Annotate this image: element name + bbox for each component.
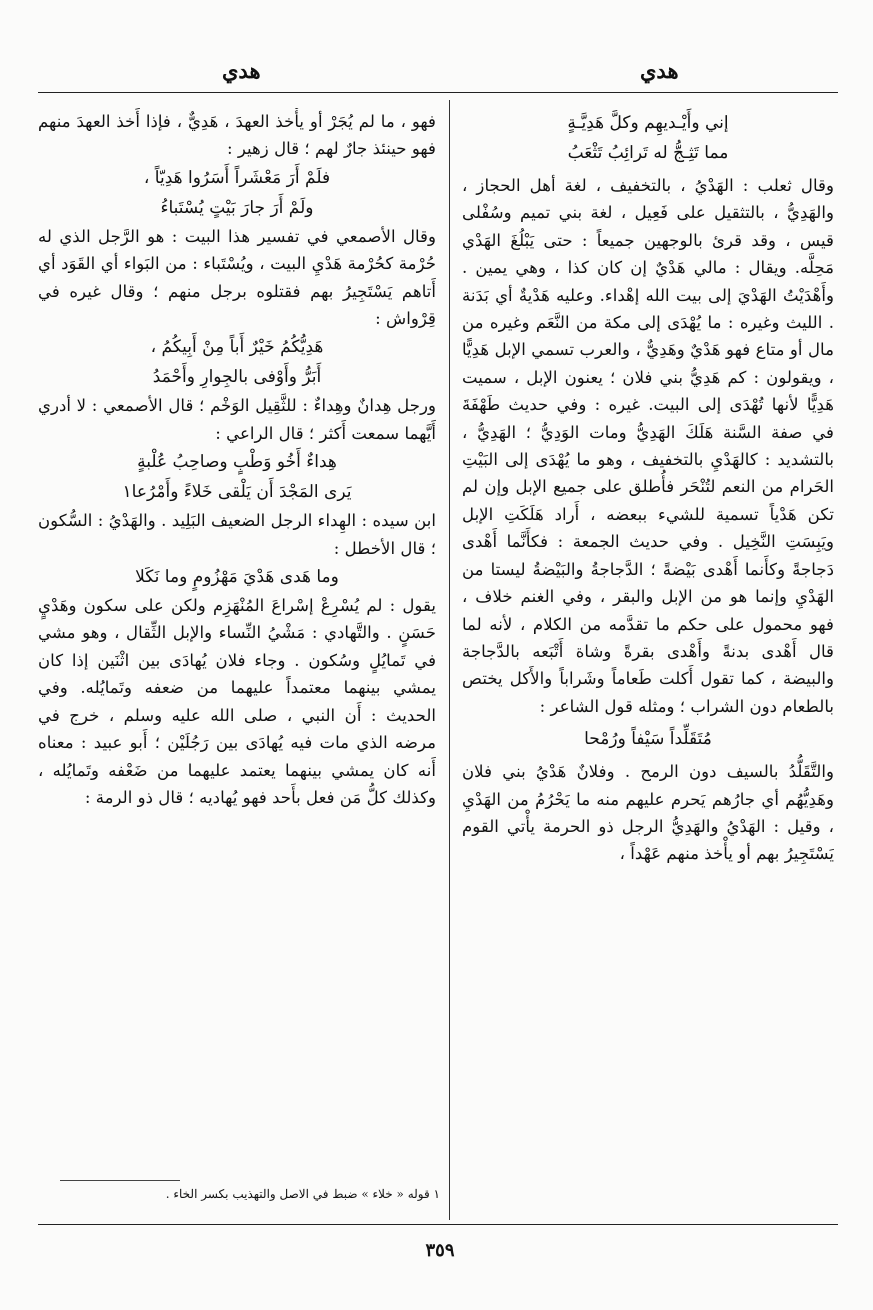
column-divider bbox=[449, 100, 450, 1220]
footer-rule bbox=[38, 1224, 838, 1225]
paragraph: يقول : لم يُسْرِعْ إسْراعَ المُنْهَزِم ولكن على سكون وهَدْيٍ حَسَنٍ . والتَّهادي : مَشْيُ النِّساء والإبل الثِّقال ، وهو مشي في تَمايُلٍ وسُكون . وجاء فلان يُهادَى بين اثْنَين إذا كان يمشي بينهما معتمداً عليهما من ضعفه وتَمايُله. وفي الحديث : أَن النبي ، صلى الله عليه وسلم ، خرج في مرضه الذي مات فيه يُهادَى بين رَجُلَيْن ؛ أَبو عبيد : معناه أَنه كان يمشي بينهما يعتمد عليهما من ضَعْفه وتَمايُله ، وكذلك كلُّ مَن فعل بأَحد فهو يُهاديه ؛ قال ذو الرمة : bbox=[38, 596, 436, 807]
verse-line: فلَمْ أَرَ مَعْشَراً أَسَرُوا هَدِيّاً ، bbox=[143, 167, 331, 188]
paragraph: وقال ثعلب : الهَدْيُ ، بالتخفيف ، لغة أهل الحجاز ، والهَدِيُّ ، بالتثقيل على فَعِيل ، لغة بني تميم وسُفْلى قيس ، وقد قرئ بالوجهين جميعاً : حتى يَبْلُغَ الهَدْي مَحِلَّه. ويقال : مالي هَدْيٌ إن كان كذا ، وهي يمين . وأَهْدَيْتُ الهَدْيَ إلى بيت الله إهْداء. وعليه هَدْيةٌ أي بَدَنة . الليث وغيره : ما يُهْدَى إلى مكة من النَّعَم وغيره من مال أو متاع فهو هَدْيٌ وهَدِيٌّ ، والعرب تسمي الإبل هَدِيًّا ، ويقولون : كم هَدِيُّ بني فلان ؛ يعنون الإبل ، سميت هَدِيًّا لأنها تُهْدَى إلى البيت. غيره : وفي حديث طَهْفَةَ في صفة السَّنة هَلَكَ الهَدِيُّ ومات الوَدِيُّ ؛ الهَدِيُّ ، بالتشديد : كالهَدْيِ بالتخفيف ، وهو ما يُهْدَى إلى البَيْتِ الحَرام من النعم لتُنْحَر فأُطلق على جميع الإبل وإن لم تكن هَدْياً تسمية للشيء ببعضه ، أَراد هَلَكَتِ الإبل ويَبِسَتِ النَّخِيل . وفي حديث الجمعة : فكأَنَّما أَهْدى دَجاجةً وكأَنما أَهْدى بَيْضةً ؛ الدَّجاجةُ والبَيْضةُ ليستا من الهَدْيِ وإنما هو من الإبل والبقر ، وفي الغنم خلاف ، فهو محمول على حكم ما تقدَّمه من الكلام ، لأنه لما قال أَهْدى بدنةً وأَهْدى بقرةً وشاة أَتْبَعه بالدَّجاجة والبيضة ، كما تقول أَكلت طَعاماً وشَراباً والأَكل يختص بالطعام دون الشراب ؛ ومثله قول الشاعر : bbox=[462, 176, 834, 716]
verse-line: هِداءٌ أَخُو وَطْبٍ وصاحِبُ عُلْبةٍ bbox=[137, 452, 337, 473]
paragraph: ابن سيده : الهِداء الرجل الضعيف البَلِيد . والهَدْيُ : السُّكون ؛ قال الأخطل : bbox=[38, 511, 436, 558]
paragraph: فهو ، ما لم يُجَرْ أو يأْخذ العهدَ ، هَدِيٌّ ، فإذا أَخذ العهدَ منهم فهو حينئذ جارٌ لهم ؛ قال زهير : bbox=[38, 112, 436, 159]
page-number: ٣٥٩ bbox=[425, 1240, 455, 1261]
footnote-rule bbox=[60, 1180, 180, 1181]
verse-line: إني وأَيْـديهِم وكلَّ هَدِيَّـةٍ bbox=[567, 113, 729, 133]
page-header-right: هدي bbox=[640, 58, 679, 83]
paragraph: وقال الأصمعي في تفسير هذا البيت : هو الرَّجل الذي له حُرْمة كحُرْمة هَدْيِ البيت ، ويُسْتَباء : من البَواء أي القَوَد أي أَتاهم يَسْتَجِيرُ بهم فقتلوه برجل منهم ؛ وقال غيره في قِرْواش : bbox=[38, 226, 436, 329]
right-column bbox=[462, 108, 834, 1213]
verse-line: ولَمْ أَرَ جارَ بَيْتٍ يُسْتَباءُ bbox=[160, 197, 314, 218]
verse-line: مُتَقَلِّداً سَيْفاً ورُمْحا bbox=[584, 729, 712, 750]
verse-line: مما تَثِـجُّ له تَرائِبُ تَثْعَبُ bbox=[567, 143, 729, 163]
verse-line: يَرى المَجْدَ أَن يَلْقى خَلاءً وأَمْرُعا١ bbox=[122, 482, 352, 503]
footnote: ١ قوله « خلاء » ضبط في الاصل والتهذيب بكسر الخاء . bbox=[165, 1187, 440, 1201]
paragraph: ورجل هِدانٌ وهِداءٌ : للثَّقِيل الوَخْم ؛ قال الأصمعي : لا أدري أَيَّهما سمعت أَكثر ؛ قال الراعي : bbox=[38, 396, 436, 443]
left-column bbox=[38, 108, 436, 1188]
verse-line: أَبَرُّ وأَوْفى بالجِوارِ وأَحْمَدُ bbox=[152, 367, 322, 388]
header-rule bbox=[38, 92, 838, 93]
verse-line: وما هَدى هَدْيَ مَهْزُومٍ وما نَكَلا bbox=[135, 567, 339, 588]
paragraph: والتَّقَلُّدُ بالسيف دون الرمح . وفلانٌ هَدْيُ بني فلان وهَدِيُّهُم أي جارُهم يَحرم عليهم منه ما يَحْرُمُ من الهَدْيِ ، وقيل : الهَدْيُ والهَدِيُّ الرجل ذو الحرمة يأْتي القوم يَسْتَجِيرُ بهم أو يأْخذ منهم عَهْداً ، bbox=[462, 762, 834, 864]
page-header-left: هدي bbox=[222, 58, 261, 83]
verse-line: هَدِيُّكُمُ خَيْرٌ أَباً مِنْ أَبِيكُمُ ، bbox=[150, 337, 324, 358]
